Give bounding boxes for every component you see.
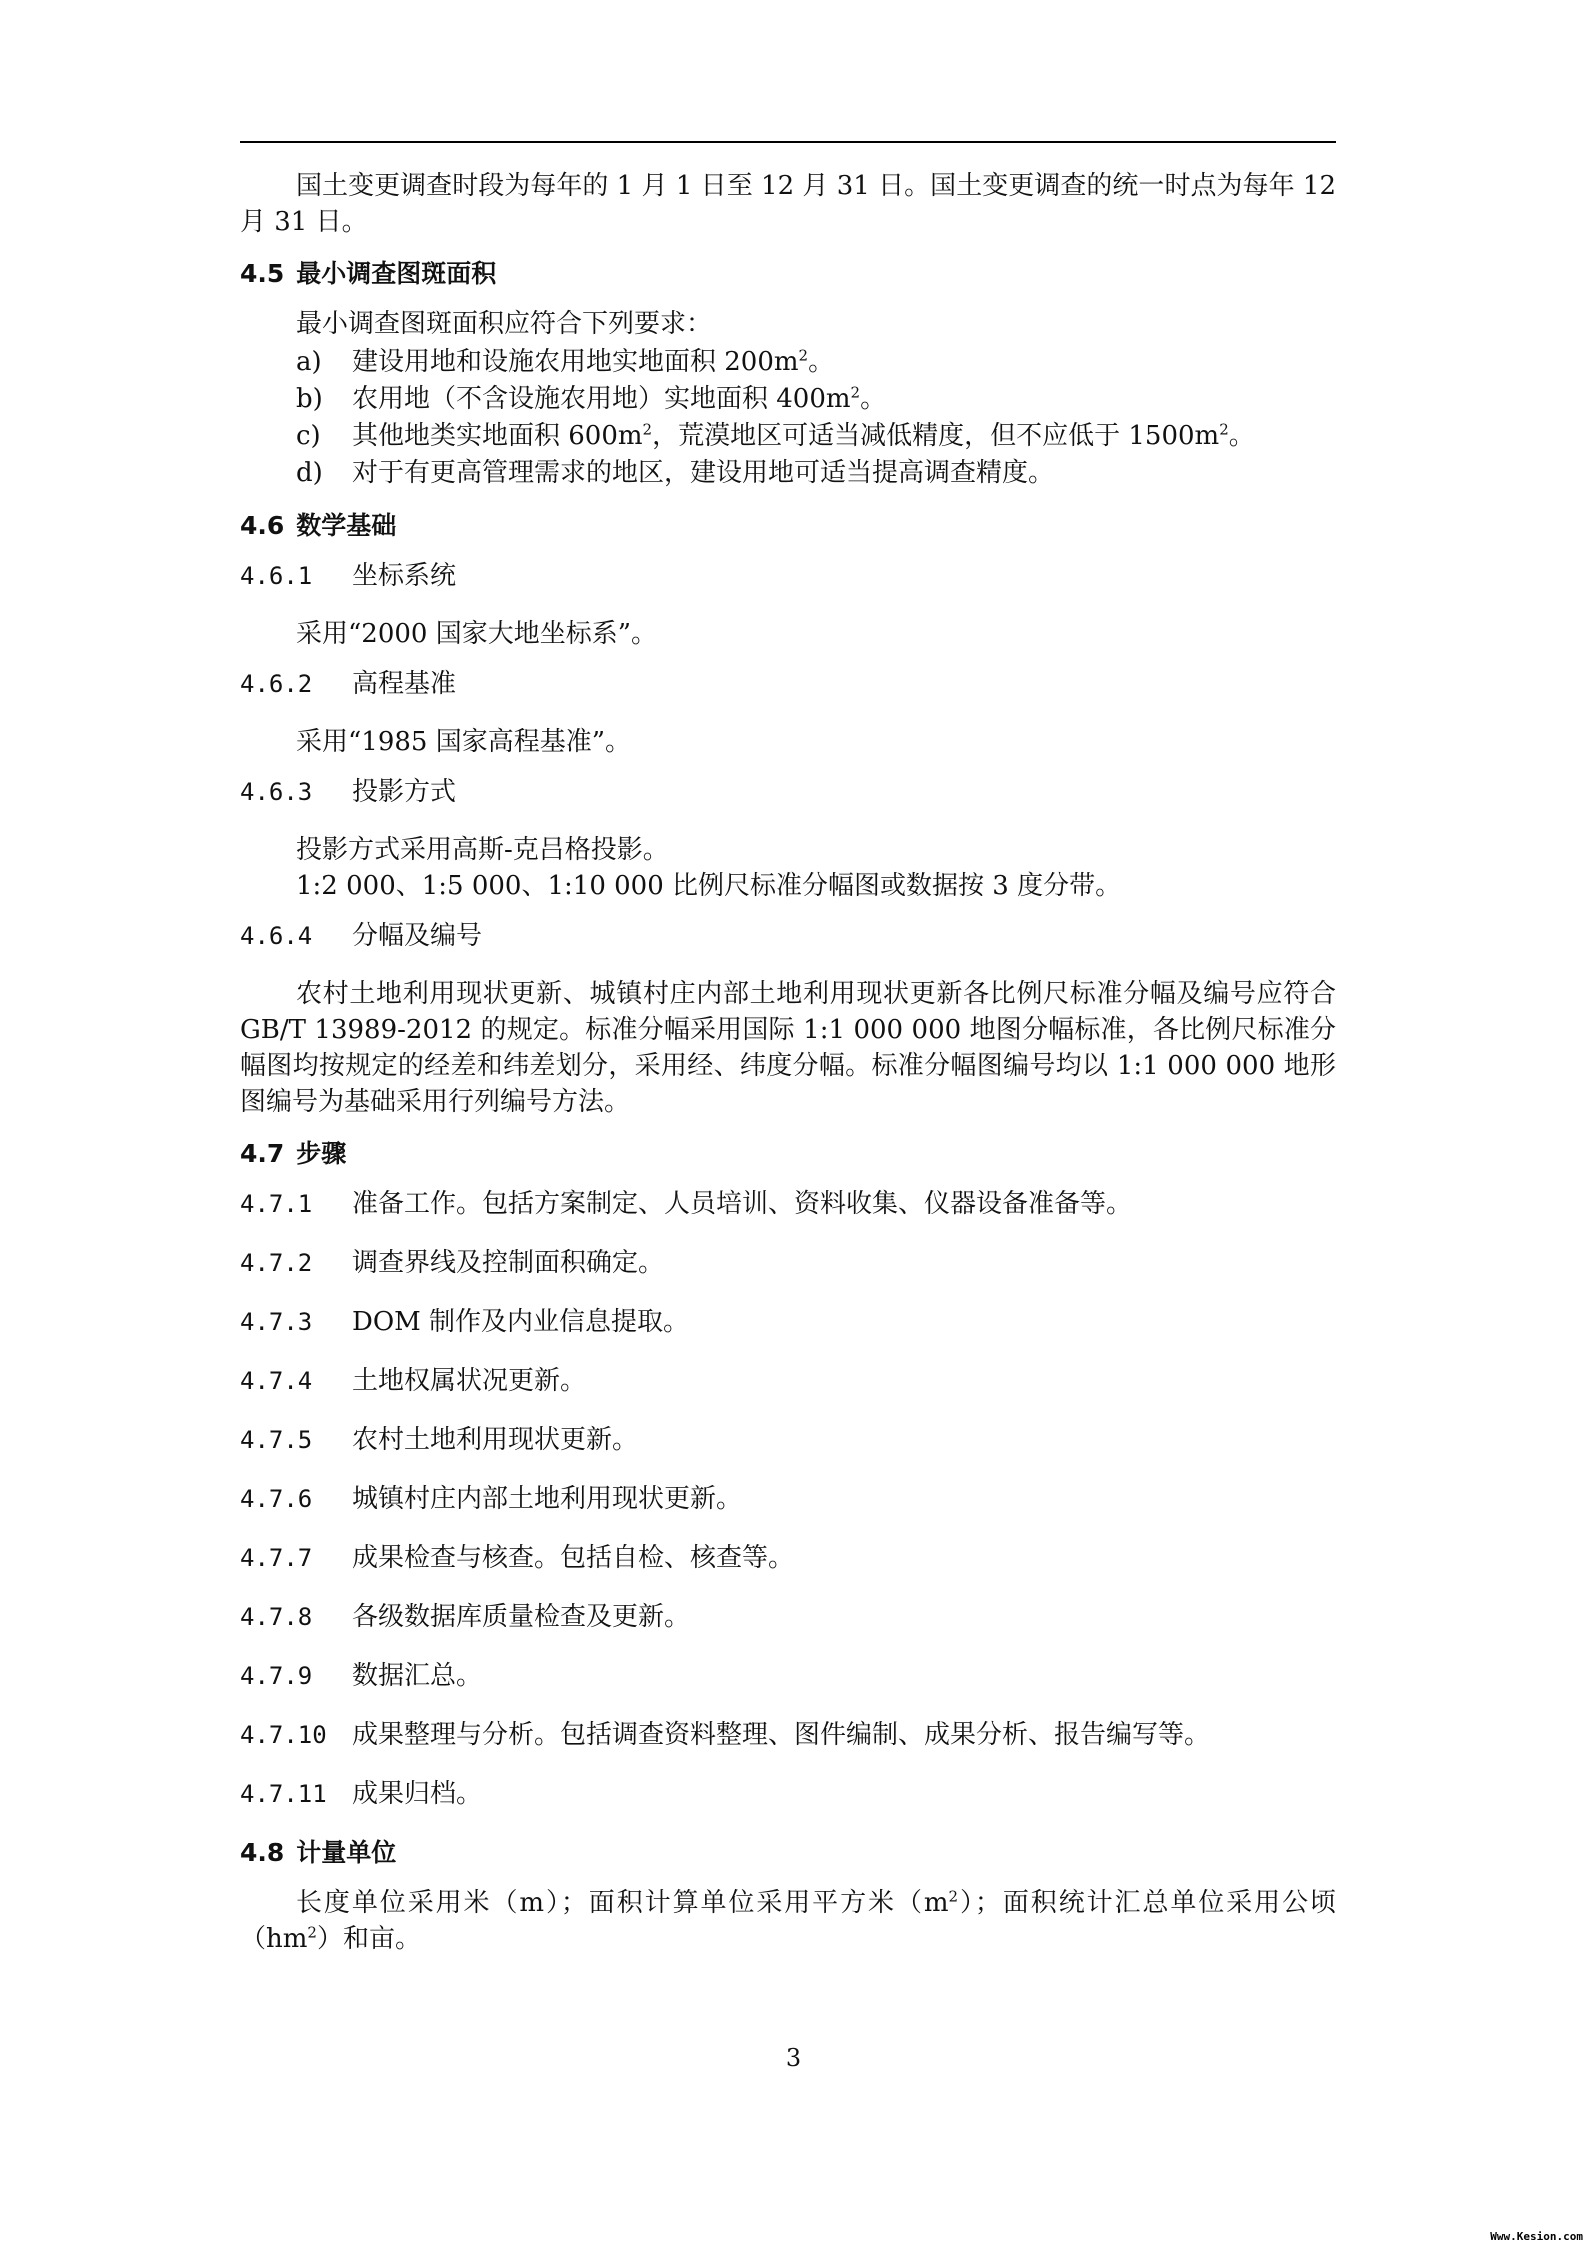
list-item: [296, 344, 1336, 381]
document-body: [240, 168, 1336, 1969]
step-item: [240, 1245, 1336, 1281]
section-4-5-heading: [240, 256, 1336, 292]
step-text: 成果检查与核查。包括自检、核查等。: [352, 1543, 795, 1573]
list-text: 对于有更高管理需求的地区，建设用地可适当提高调查精度。: [352, 458, 1055, 488]
section-title: 计量单位: [296, 1838, 397, 1867]
intro-paragraph: 国土变更调查时段为每年的 1 月 1 日至 12 月 31 日。国土变更调查的统一时点为每年 12 月 31 日。: [240, 171, 1336, 237]
step-number: 4.7.8: [240, 1603, 313, 1631]
subsection-number: 4.6.3: [240, 778, 313, 806]
s48-text: 长度单位采用米（m）；面积计算单位采用平方米$(m^2)$；面积统计汇总单位采用公顷$(hm^2)$和亩。: [240, 1887, 1336, 1954]
step-item: [240, 1776, 1336, 1812]
section-number: 4.8: [240, 1838, 285, 1867]
subsection-number: 4.6.4: [240, 922, 313, 950]
step-item: [240, 1481, 1336, 1517]
subsection-title: 高程基准: [352, 669, 457, 699]
step-text: 农村土地利用现状更新。: [352, 1425, 639, 1455]
section-4-6-heading: [240, 508, 1336, 544]
step-item: [240, 1304, 1336, 1340]
s463-text-2: 1:2 000、1:5 000、1:10 000 比例尺标准分幅图或数据按 3 度分带。: [296, 871, 1122, 901]
s464-text: 农村土地利用现状更新、城镇村庄内部土地利用现状更新各比例尺标准分幅及编号应符合 GB/T 13989-2012 的规定。标准分幅采用国际 1:1 000 000 地图分幅标准，各比例尺标准分幅图均按规定的经差和纬差划分，采用经、纬度分幅。标准分幅图编号均以 1:1 000 000 地形图编号为基础采用行列编号方法。: [240, 979, 1336, 1117]
s47-steps: [240, 1186, 1336, 1812]
subsection-title: 投影方式: [352, 777, 457, 807]
s461-text: 采用“2000 国家大地坐标系”。: [296, 619, 658, 649]
step-number: 4.7.3: [240, 1308, 313, 1336]
s45-requirement-list: [240, 344, 1336, 492]
step-item: [240, 1186, 1336, 1222]
step-number: 4.7.1: [240, 1190, 313, 1218]
list-marker: c): [296, 421, 321, 451]
section-title: 数学基础: [296, 511, 397, 540]
step-text: 成果归档。: [352, 1779, 483, 1809]
step-number: 4.7.5: [240, 1426, 313, 1454]
step-text: 城镇村庄内部土地利用现状更新。: [352, 1484, 743, 1514]
step-number: 4.7.7: [240, 1544, 313, 1572]
list-item: [296, 455, 1336, 492]
watermark: Www.Kesion.com: [1490, 2230, 1583, 2243]
subsection-4-6-4-heading: [240, 918, 1336, 954]
list-item: [296, 418, 1336, 455]
section-number: 4.6: [240, 511, 285, 540]
step-number: 4.7.10: [240, 1721, 327, 1749]
step-number: 4.7.11: [240, 1780, 327, 1808]
section-4-8-heading: [240, 1835, 1336, 1871]
list-text: 建设用地和设施农用地实地面积 $200m^2$。: [352, 346, 835, 377]
list-marker: b): [296, 384, 323, 414]
step-text: 成果整理与分析。包括调查资料整理、图件编制、成果分析、报告编写等。: [352, 1720, 1211, 1750]
section-4-7-heading: [240, 1136, 1336, 1172]
step-item: [240, 1540, 1336, 1576]
step-item: [240, 1599, 1336, 1635]
header-rule: [240, 141, 1336, 143]
list-text: 农用地（不含设施农用地）实地面积 $400m^2$。: [352, 383, 887, 414]
step-item: [240, 1658, 1336, 1694]
step-text: 数据汇总。: [352, 1661, 483, 1691]
list-marker: d): [296, 458, 323, 488]
step-text: 调查界线及控制面积确定。: [352, 1248, 665, 1278]
step-text: 准备工作。包括方案制定、人员培训、资料收集、仪器设备准备等。: [352, 1189, 1133, 1219]
section-title: 最小调查图斑面积: [296, 259, 497, 288]
list-text: 其他地类实地面积 $600m^2$，荒漠地区可适当减低精度，但不应低于 $1500m^2$。: [352, 420, 1255, 451]
subsection-number: 4.6.2: [240, 670, 313, 698]
section-title: 步骤: [296, 1139, 347, 1168]
step-item: [240, 1422, 1336, 1458]
step-number: 4.7.6: [240, 1485, 313, 1513]
step-item: [240, 1363, 1336, 1399]
section-number: 4.7: [240, 1139, 285, 1168]
list-marker: a): [296, 347, 322, 377]
s45-lead: 最小调查图斑面积应符合下列要求：: [296, 309, 713, 339]
step-number: 4.7.9: [240, 1662, 313, 1690]
subsection-title: 坐标系统: [352, 561, 457, 591]
step-number: 4.7.4: [240, 1367, 313, 1395]
s463-text-1: 投影方式采用高斯-克吕格投影。: [296, 835, 669, 865]
section-number: 4.5: [240, 259, 285, 288]
step-text: 土地权属状况更新。: [352, 1366, 587, 1396]
list-item: [296, 381, 1336, 418]
subsection-number: 4.6.1: [240, 562, 313, 590]
step-item: [240, 1717, 1336, 1753]
subsection-title: 分幅及编号: [352, 921, 483, 951]
step-text: DOM 制作及内业信息提取。: [352, 1307, 690, 1337]
subsection-4-6-1-heading: [240, 558, 1336, 594]
step-text: 各级数据库质量检查及更新。: [352, 1602, 691, 1632]
s462-text: 采用“1985 国家高程基准”。: [296, 727, 632, 757]
step-number: 4.7.2: [240, 1249, 313, 1277]
subsection-4-6-3-heading: [240, 774, 1336, 810]
subsection-4-6-2-heading: [240, 666, 1336, 702]
page-number: 3: [785, 2044, 802, 2072]
